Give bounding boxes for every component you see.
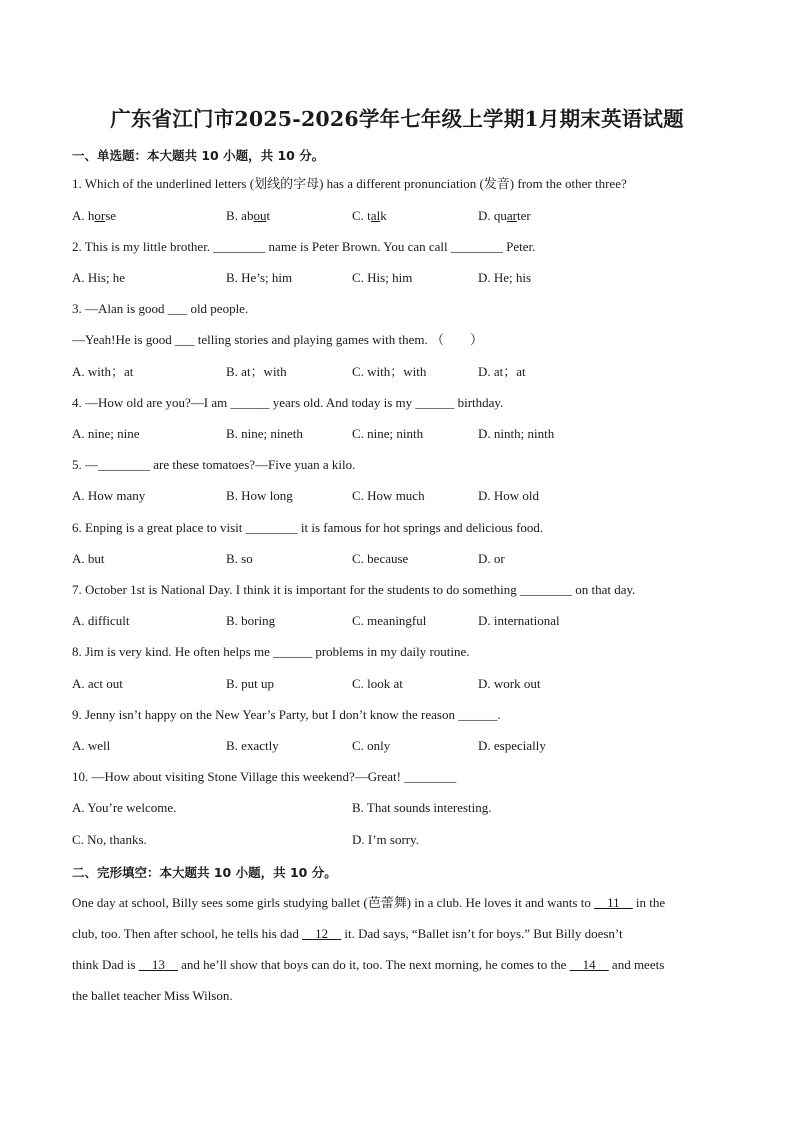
blank-11[interactable]: __11__ — [594, 895, 633, 910]
option-c[interactable]: C. meaningful — [352, 613, 427, 628]
option-a[interactable]: A. but — [72, 551, 105, 566]
blank-13[interactable]: __13__ — [138, 957, 178, 972]
option-d[interactable]: D. work out — [478, 676, 541, 691]
section-heading-cloze: 二、完形填空：本大题共 10 小题，共 10 分。 — [72, 865, 337, 880]
option-a[interactable]: A. difficult — [72, 613, 130, 628]
question-1-stem: 1. Which of the underlined letters (划线的字母) has a different pronunciation (发音) from the other three? — [72, 176, 627, 191]
question-4-options — [72, 426, 732, 442]
blank-12[interactable]: __12__ — [302, 926, 342, 941]
option-d[interactable]: D. international — [478, 613, 560, 628]
cloze-line-4: the ballet teacher Miss Wilson. — [72, 988, 233, 1003]
question-10-stem: 10. —How about visiting Stone Village this weekend?—Great! ________ — [72, 769, 457, 784]
option-d[interactable]: D. He; his — [478, 270, 532, 285]
question-2-options — [72, 270, 732, 286]
option-b[interactable]: B. at；with — [226, 364, 287, 379]
option-b[interactable]: B. boring — [226, 613, 276, 628]
option-d[interactable]: D. or — [478, 551, 505, 566]
option-b[interactable]: B. nine; nineth — [226, 426, 303, 441]
option-c[interactable]: C. talk — [352, 208, 387, 223]
question-8-options — [72, 676, 732, 692]
option-c[interactable]: C. look at — [352, 676, 403, 691]
question-8-stem: 8. Jim is very kind. He often helps me ______ problems in my daily routine. — [72, 644, 470, 659]
option-a[interactable]: A. well — [72, 738, 111, 753]
underlined-letters: ou — [253, 208, 267, 223]
question-2-stem: 2. This is my little brother. ________ name is Peter Brown. You can call ________ Peter. — [72, 239, 536, 254]
option-b[interactable]: B. That sounds interesting. — [352, 800, 492, 815]
question-5-stem: 5. —________ are these tomatoes?—Five yuan a kilo. — [72, 457, 356, 472]
option-d[interactable]: D. quarter — [478, 208, 531, 223]
cloze-line-1: One day at school, Billy sees some girls studying ballet (芭蕾舞) in a club. He loves it and wants to __11__ in the — [72, 895, 666, 910]
blank-14[interactable]: __14__ — [569, 957, 609, 972]
option-c[interactable]: C. No, thanks. — [72, 832, 147, 847]
option-d[interactable]: D. ninth; ninth — [478, 426, 555, 441]
option-c[interactable]: C. with；with — [352, 364, 427, 379]
option-a[interactable]: A. You’re welcome. — [72, 800, 177, 815]
option-c[interactable]: C. only — [352, 738, 391, 753]
option-a[interactable]: A. His; he — [72, 270, 126, 285]
question-7-options — [72, 613, 732, 629]
option-c[interactable]: C. because — [352, 551, 409, 566]
question-10-options-row-2 — [72, 832, 732, 848]
question-10-options-row-1 — [72, 800, 732, 816]
option-b[interactable]: B. How long — [226, 488, 293, 503]
option-a[interactable]: A. with；at — [72, 364, 134, 379]
question-7-stem: 7. October 1st is National Day. I think it is important for the students to do something ________ on that day. — [72, 582, 636, 597]
cloze-line-3: think Dad is __13__ and he’ll show that boys can do it, too. The next morning, he comes to the __14__ and meets — [72, 957, 665, 972]
question-3-stem-2: —Yeah!He is good ___ telling stories and playing games with them. （ ） — [72, 332, 484, 347]
underlined-letters: or — [94, 208, 106, 223]
option-b[interactable]: B. so — [226, 551, 253, 566]
question-6-options — [72, 551, 732, 567]
section-heading-single-choice: 一、单选题：本大题共 10 小题，共 10 分。 — [72, 148, 325, 163]
question-9-options — [72, 738, 732, 754]
option-a[interactable]: A. act out — [72, 676, 123, 691]
option-d[interactable]: D. I’m sorry. — [352, 832, 420, 847]
option-a[interactable]: A. nine; nine — [72, 426, 140, 441]
option-d[interactable]: D. How old — [478, 488, 540, 503]
cloze-line-2: club, too. Then after school, he tells his dad __12__ it. Dad says, “Ballet isn’t for boys.” But Billy doesn’t — [72, 926, 623, 941]
underlined-letters: al — [370, 208, 381, 223]
option-b[interactable]: B. He’s; him — [226, 270, 293, 285]
option-b[interactable]: B. about — [226, 208, 271, 223]
question-4-stem: 4. —How old are you?—I am ______ years old. And today is my ______ birthday. — [72, 395, 504, 410]
option-d[interactable]: D. at；at — [478, 364, 526, 379]
option-b[interactable]: B. exactly — [226, 738, 279, 753]
option-c[interactable]: C. His; him — [352, 270, 413, 285]
question-3-options — [72, 364, 732, 380]
option-d[interactable]: D. especially — [478, 738, 546, 753]
option-a[interactable]: A. How many — [72, 488, 146, 503]
page-title: 广东省江门市2025-2026学年七年级上学期1月期末英语试题 — [110, 107, 684, 131]
underlined-letters: ar — [506, 208, 517, 223]
question-5-options — [72, 488, 732, 504]
option-c[interactable]: C. How much — [352, 488, 425, 503]
option-c[interactable]: C. nine; ninth — [352, 426, 424, 441]
cloze-passage — [72, 887, 722, 1011]
question-6-stem: 6. Enping is a great place to visit ________ it is famous for hot springs and delicious food. — [72, 520, 544, 535]
question-9-stem: 9. Jenny isn’t happy on the New Year’s Party, but I don’t know the reason ______. — [72, 707, 501, 722]
option-a[interactable]: A. horse — [72, 208, 117, 223]
question-3-stem: 3. —Alan is good ___ old people. — [72, 301, 249, 316]
option-b[interactable]: B. put up — [226, 676, 275, 691]
question-1-options — [72, 208, 732, 224]
